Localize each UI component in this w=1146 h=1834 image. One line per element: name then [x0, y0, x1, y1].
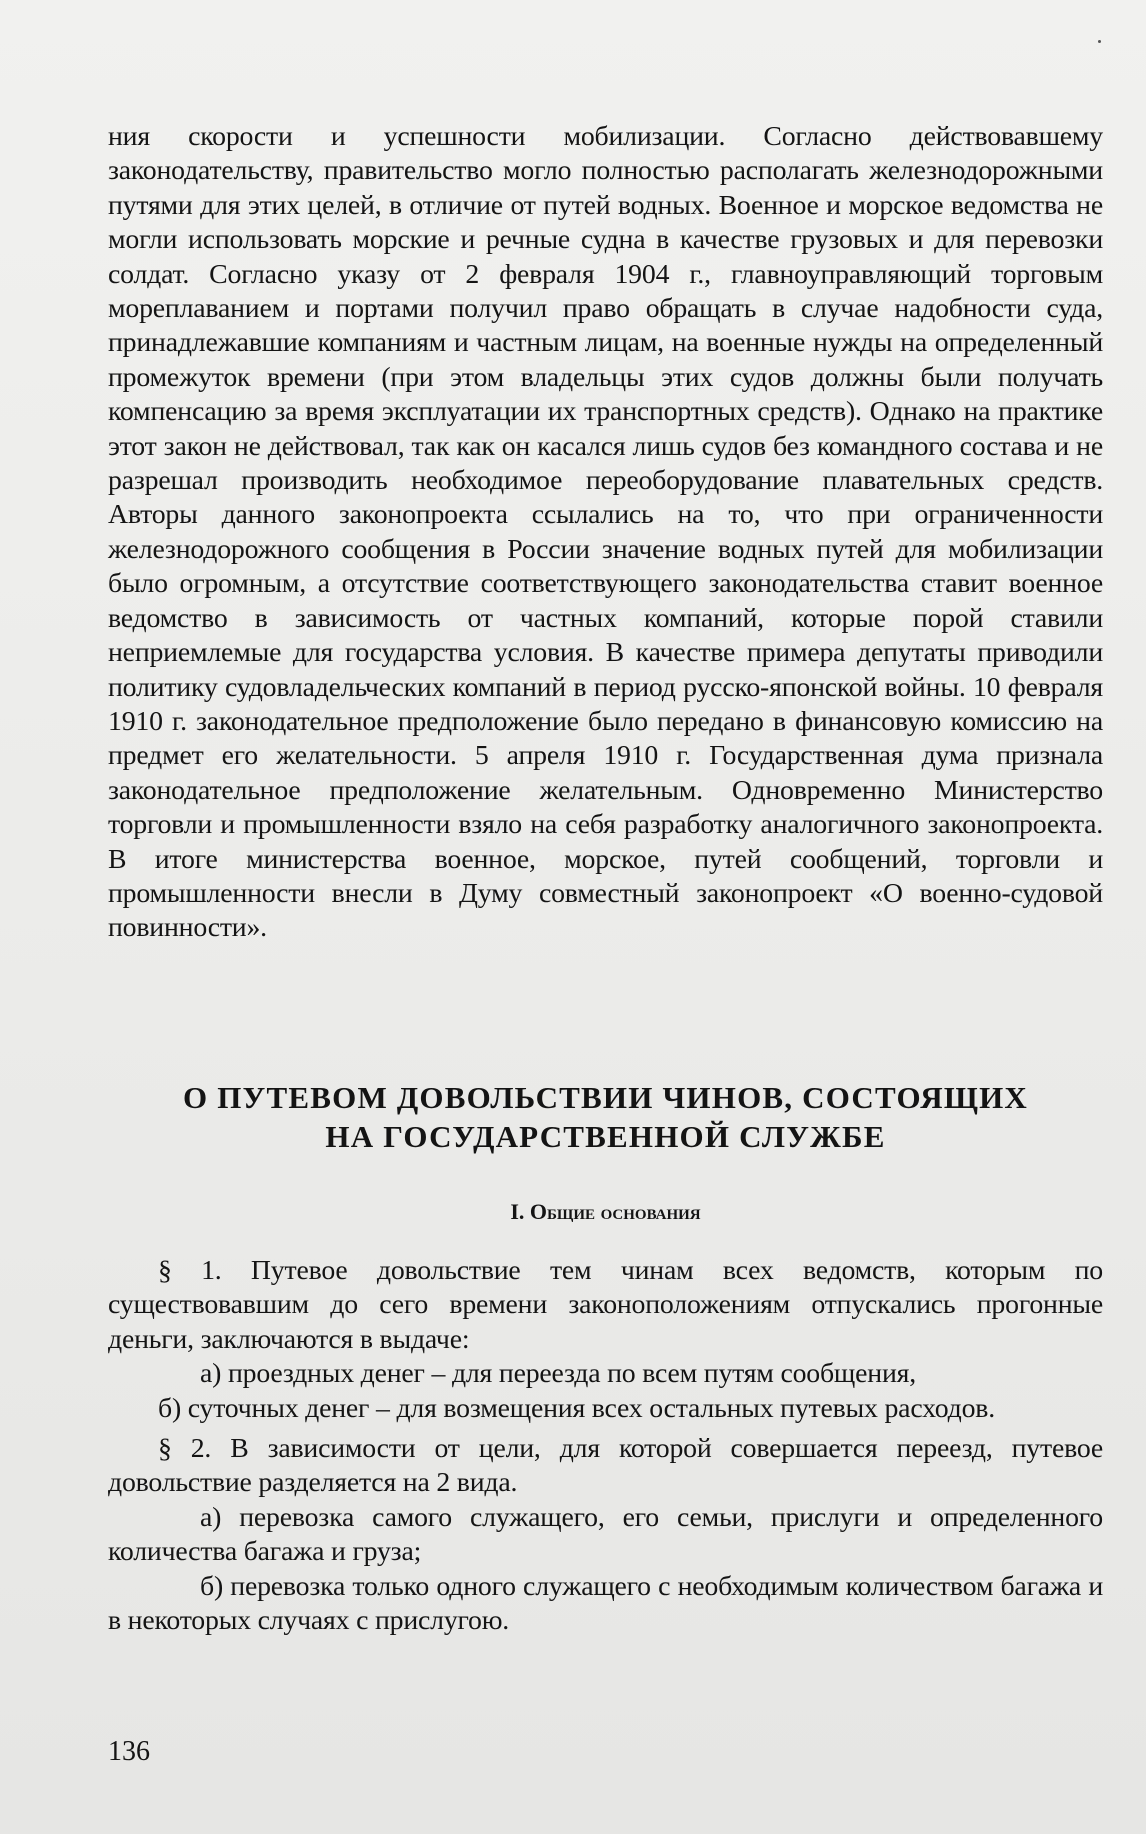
articles-block — [108, 1254, 1103, 1638]
section-title-line-1: О ПУТЕВОМ ДОВОЛЬСТВИИ ЧИНОВ, СОСТОЯЩИХ — [182, 1080, 1028, 1115]
subsection-title: I. Общие основания — [510, 1199, 701, 1224]
item-1b: б) суточных денег – для возмещения всех остальных путевых расходов. — [158, 1392, 995, 1424]
paragraph-2: § 2. В зависимости от цели, для которой совершается переезд, путевое довольствие разделяется на 2 вида. — [108, 1433, 1103, 1499]
page-number: 136 — [108, 1736, 150, 1767]
section-title-line-2: НА ГОСУДАРСТВЕННОЙ СЛУЖБЕ — [325, 1119, 886, 1154]
item-2b: б) перевозка только одного служащего с необходимым количеством багажа и в некоторых случаях с прислугою. — [108, 1570, 1103, 1637]
paragraph-1: § 1. Путевое довольствие тем чинам всех ведомств, которым по существовавшим до сего времени законоположениям отпускались прогонные деньги, заключаются в выдаче: — [108, 1255, 1103, 1355]
print-speck — [1098, 40, 1101, 43]
section-title — [108, 1078, 1103, 1156]
top-paragraph: ния скорости и успешности мобилизации. Согласно действовавшему законодательству, правительство могло полностью располагать железнодорожными путями для этих целей, в отличие от путей водных. Военное и морское ведомства не могли использовать морские и речные судна в качестве грузовых и для перевозки солдат. Согласно указу от 2 февраля 1904 г., главноуправляющий торговым мореплаванием и портами получил право обращать в случае надобности суда, принадлежавшие компаниям и частным лицам, на военные нужды на определенный промежуток времени (при этом владельцы этих судов должны были получать компенсацию за время эксплуатации их транспортных средств). Однако на практике этот закон не действовал, так как он касался лишь судов без командного состава и не разрешал производить необходимое переоборудование плавательных средств. Авторы данного законопроекта ссылались на то, что при ограниченности железнодорожного сообщения в России значение водных путей для мобилизации было огромным, а отсутствие соответствующего законодательства ставит военное ведомство в зависимость от частных компаний, которые порой ставили неприемлемые для государства условия. В качестве примера депутаты приводили политику судовладельческих компаний в период русско-японской войны. 10 февраля 1910 г. законодательное предположение было передано в финансовую комиссию на предмет его желательности. 5 апреля 1910 г. Государственная дума признала законодательное предположение желательным. Одновременно Министерство торговли и промышленности взяло на себя разработку аналогичного законопроекта. В итоге министерства военное, морское, путей сообщений, торговли и промышленности внесли в Думу совместный законопроект «О военно-судовой повинности». — [108, 121, 1103, 944]
item-1a: а) проездных денег – для переезда по всем путям сообщения, — [200, 1358, 916, 1390]
top-text-block — [108, 120, 1103, 946]
item-2a: а) перевозка самого служащего, его семьи, прислуги и определенного количества багажа и груза; — [108, 1501, 1103, 1568]
